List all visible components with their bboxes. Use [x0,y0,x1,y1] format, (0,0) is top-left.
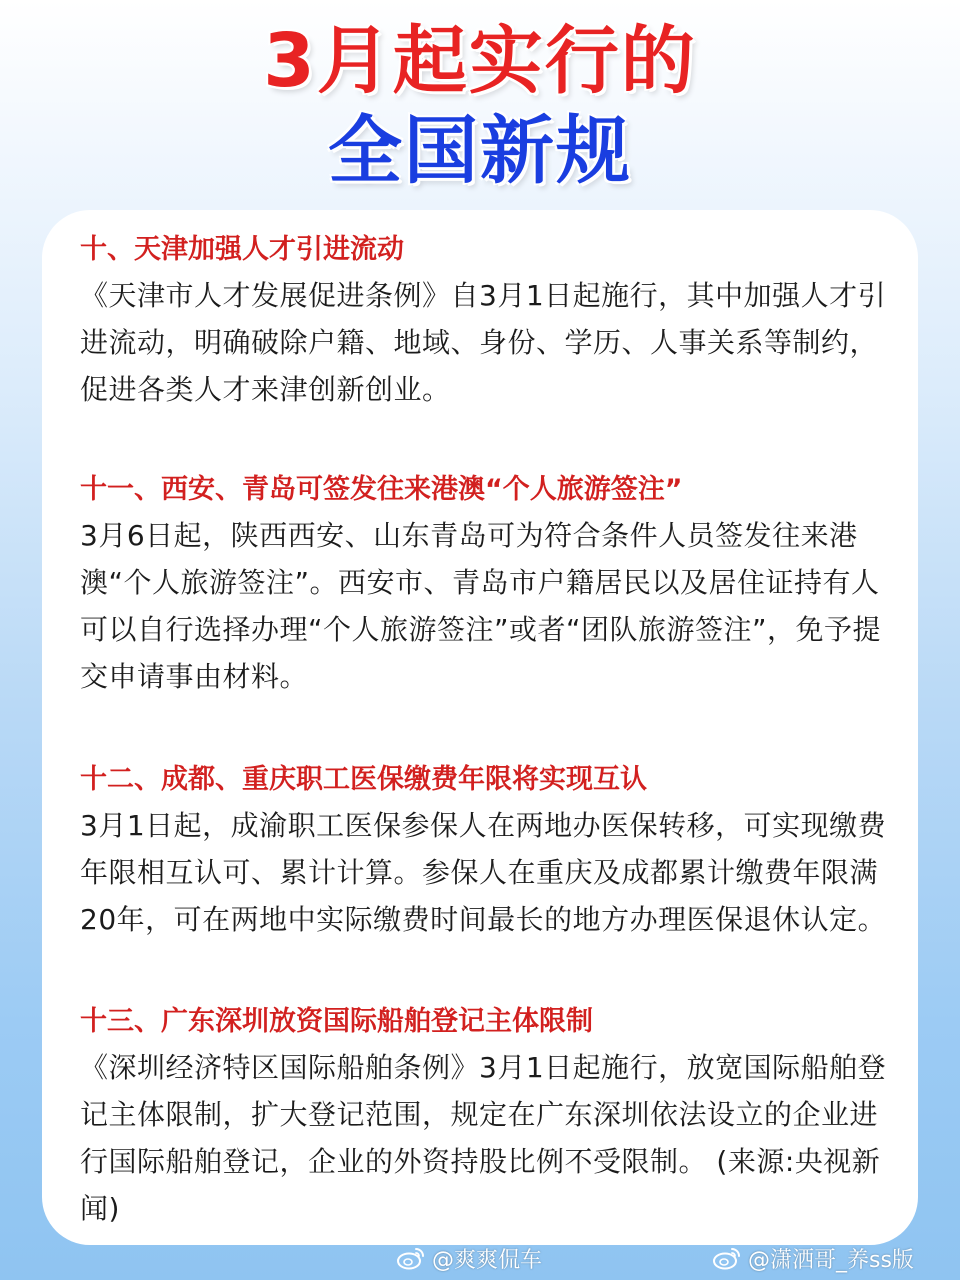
section-chengdu-chongqing [80,762,890,943]
weibo-icon [712,1246,742,1270]
watermark [712,1242,914,1274]
watermark [396,1242,542,1274]
section-heading: 十、天津加强人才引进流动 [80,234,404,265]
section-heading: 十一、西安、青岛可签发往来港澳“个人旅游签注” [80,474,683,505]
section-heading: 十三、广东深圳放资国际船舶登记主体限制 [80,1006,593,1037]
section-body: 《天津市人才发展促进条例》自3月1日起施行，其中加强人才引进流动，明确破除户籍、地域、身份、学历、人事关系等制约，促进各类人才来津创新创业。 [80,279,887,406]
page-title-line-2: 全国新规 [328,108,632,194]
content-card [42,210,918,1245]
section-body: 3月1日起，成渝职工医保参保人在两地办医保转移，可实现缴费年限相互认可、累计计算。参保人在重庆及成都累计缴费年限满20年，可在两地中实际缴费时间最长的地方办理医保退休认定。 [80,809,887,936]
section-shenzhen [80,1004,890,1232]
section-xian-qingdao [80,472,890,700]
page-title-line-1: 3月起实行的 [263,18,697,104]
weibo-icon [396,1246,426,1270]
section-body: 3月6日起，陕西西安、山东青岛可为符合条件人员签发往来港澳“个人旅游签注”。西安市、青岛市户籍居民以及居住证持有人可以自行选择办理“个人旅游签注”或者“团队旅游签注”，免予提交申请事由材料。 [80,519,882,693]
section-body: 《深圳经济特区国际船舶条例》3月1日起施行，放宽国际船舶登记主体限制，扩大登记范围，规定在广东深圳依法设立的企业进行国际船舶登记，企业的外资持股比例不受限制。 (来源:央视新闻) [80,1051,887,1225]
section-heading: 十二、成都、重庆职工医保缴费年限将实现互认 [80,764,647,795]
watermark-text: @爽爽侃车 [432,1247,543,1273]
section-tianjin [80,232,890,413]
watermark-text: @潇洒哥_养ss版 [748,1247,914,1273]
